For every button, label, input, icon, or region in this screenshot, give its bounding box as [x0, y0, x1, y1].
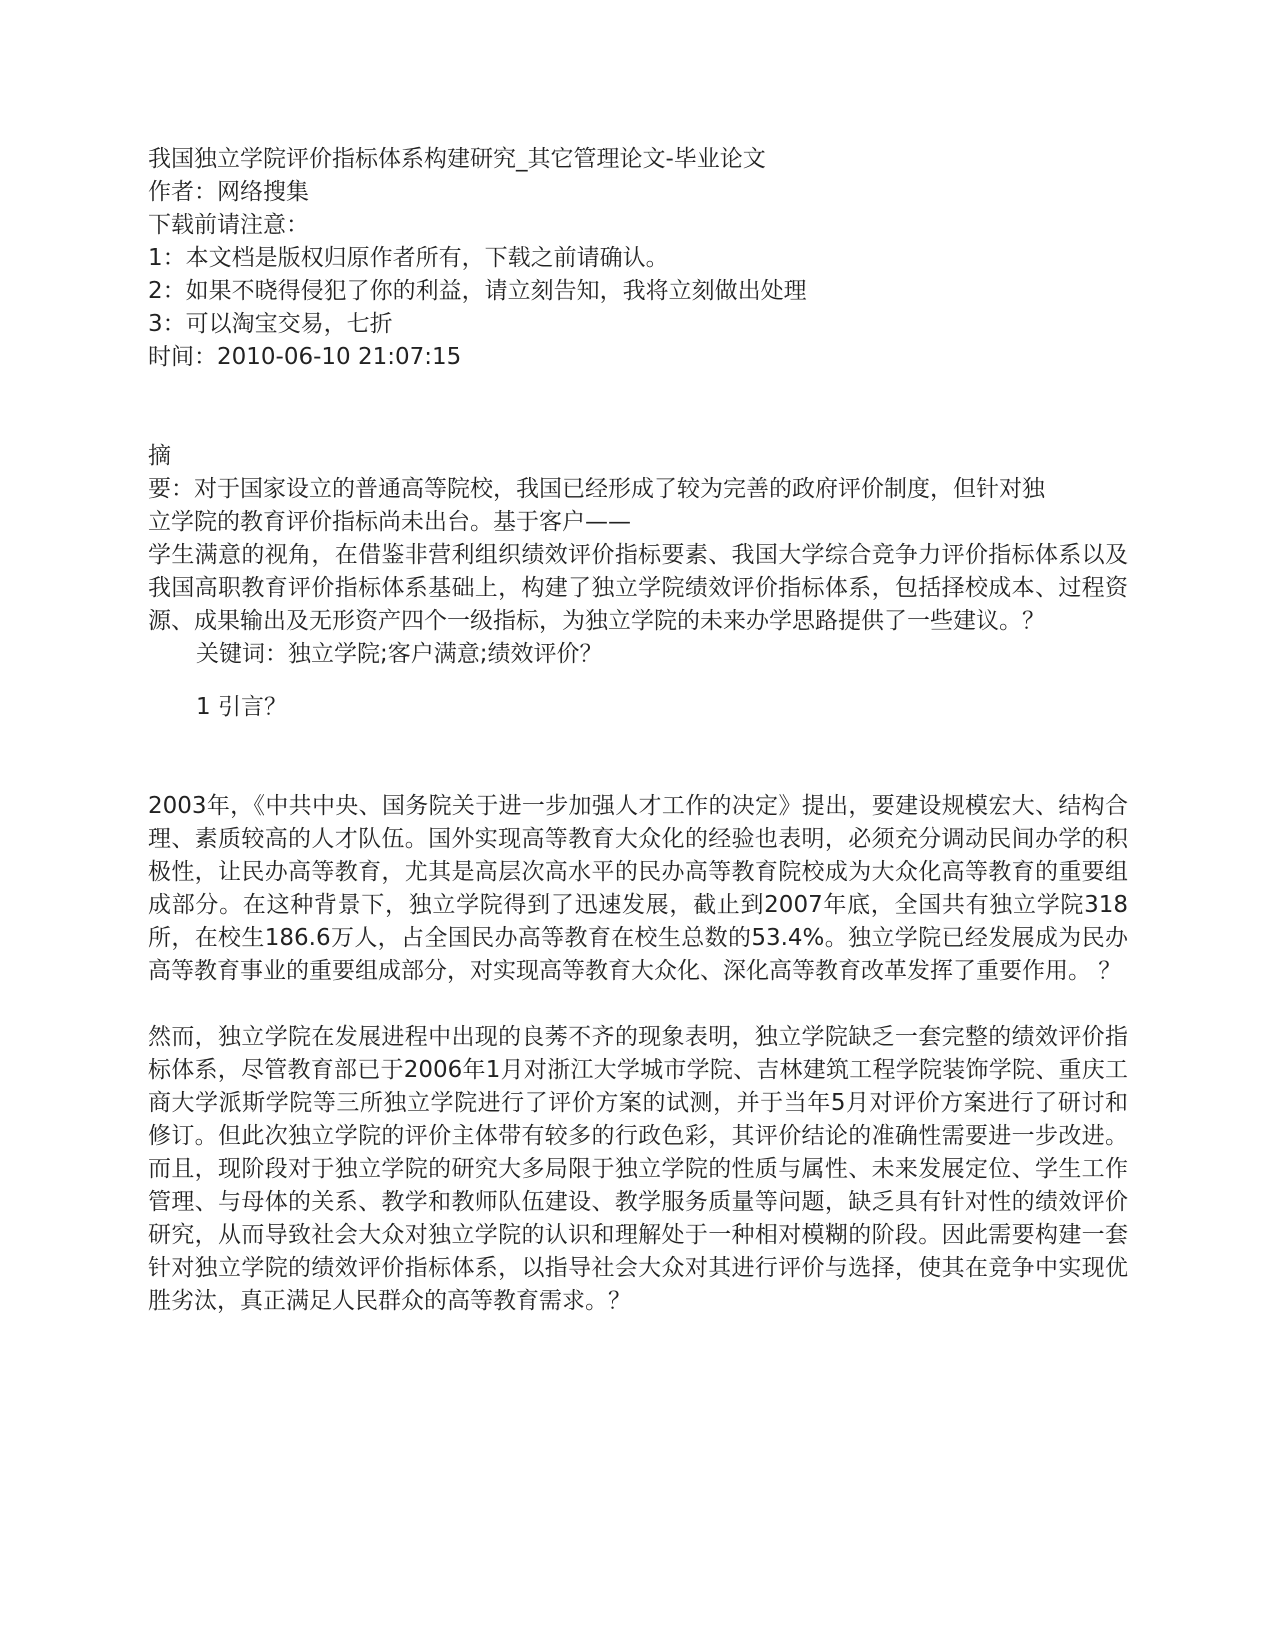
- spacer: [148, 988, 1128, 1021]
- abstract-body: 学生满意的视角，在借鉴非营利组织绩效评价指标要素、我国大学综合竞争力评价指标体系以及我国高职教育评价指标体系基础上，构建了独立学院绩效评价指标体系，包括择校成本、过程资源、成果输出及无形资产四个一级指标，为独立学院的未来办学思路提供了一些建议。？: [148, 542, 1128, 634]
- spacer: [148, 374, 1128, 440]
- notice-heading: 下载前请注意：: [148, 212, 309, 238]
- abstract-line-2: 立学院的教育评价指标尚未出台。基于客户——: [148, 509, 631, 535]
- notice-item-2: 2：如果不晓得侵犯了你的利益，请立刻告知，我将立刻做出处理: [148, 278, 807, 304]
- section-heading: 1 引言？: [196, 694, 287, 720]
- spacer: [148, 724, 1128, 790]
- spacer: [148, 671, 1128, 691]
- document-title: 我国独立学院评价指标体系构建研究_其它管理论文-毕业论文: [148, 146, 766, 172]
- abstract-label: 摘: [148, 443, 171, 469]
- document-body: [148, 143, 1128, 1318]
- time-line: 时间：2010-06-10 21:07:15: [148, 344, 462, 370]
- notice-item-3: 3：可以淘宝交易，七折: [148, 311, 393, 337]
- abstract-line-1: 要：对于国家设立的普通高等院校，我国已经形成了较为完善的政府评价制度，但针对独: [148, 476, 1045, 502]
- notice-item-1: 1：本文档是版权归原作者所有，下载之前请确认。: [148, 245, 669, 271]
- author-line: 作者：网络搜集: [148, 179, 309, 205]
- body-paragraph-2: 然而，独立学院在发展进程中出现的良莠不齐的现象表明，独立学院缺乏一套完整的绩效评价指标体系，尽管教育部已于2006年1月对浙江大学城市学院、吉林建筑工程学院装饰学院、重庆工商大学派斯学院等三所独立学院进行了评价方案的试测，并于当年5月对评价方案进行了研讨和修订。但此次独立学院的评价主体带有较多的行政色彩，其评价结论的准确性需要进一步改进。而且，现阶段对于独立学院的研究大多局限于独立学院的性质与属性、未来发展定位、学生工作管理、与母体的关系、教学和教师队伍建设、教学服务质量等问题，缺乏具有针对性的绩效评价研究，从而导致社会大众对独立学院的认识和理解处于一种相对模糊的阶段。因此需要构建一套针对独立学院的绩效评价指标体系，以指导社会大众对其进行评价与选择，使其在竞争中实现优胜劣汰，真正满足人民群众的高等教育需求。？: [148, 1024, 1128, 1314]
- body-paragraph-1: 2003年，《中共中央、国务院关于进一步加强人才工作的决定》提出，要建设规模宏大、结构合理、素质较高的人才队伍。国外实现高等教育大众化的经验也表明，必须充分调动民间办学的积极性，让民办高等教育，尤其是高层次高水平的民办高等教育院校成为大众化高等教育的重要组成部分。在这种背景下，独立学院得到了迅速发展，截止到2007年底，全国共有独立学院318所，在校生186.6万人，占全国民办高等教育在校生总数的53.4%。独立学院已经发展成为民办高等教育事业的重要组成部分，对实现高等教育大众化、深化高等教育改革发挥了重要作用。 ？: [148, 793, 1128, 984]
- keywords: 关键词：独立学院;客户满意;绩效评价？: [196, 641, 603, 667]
